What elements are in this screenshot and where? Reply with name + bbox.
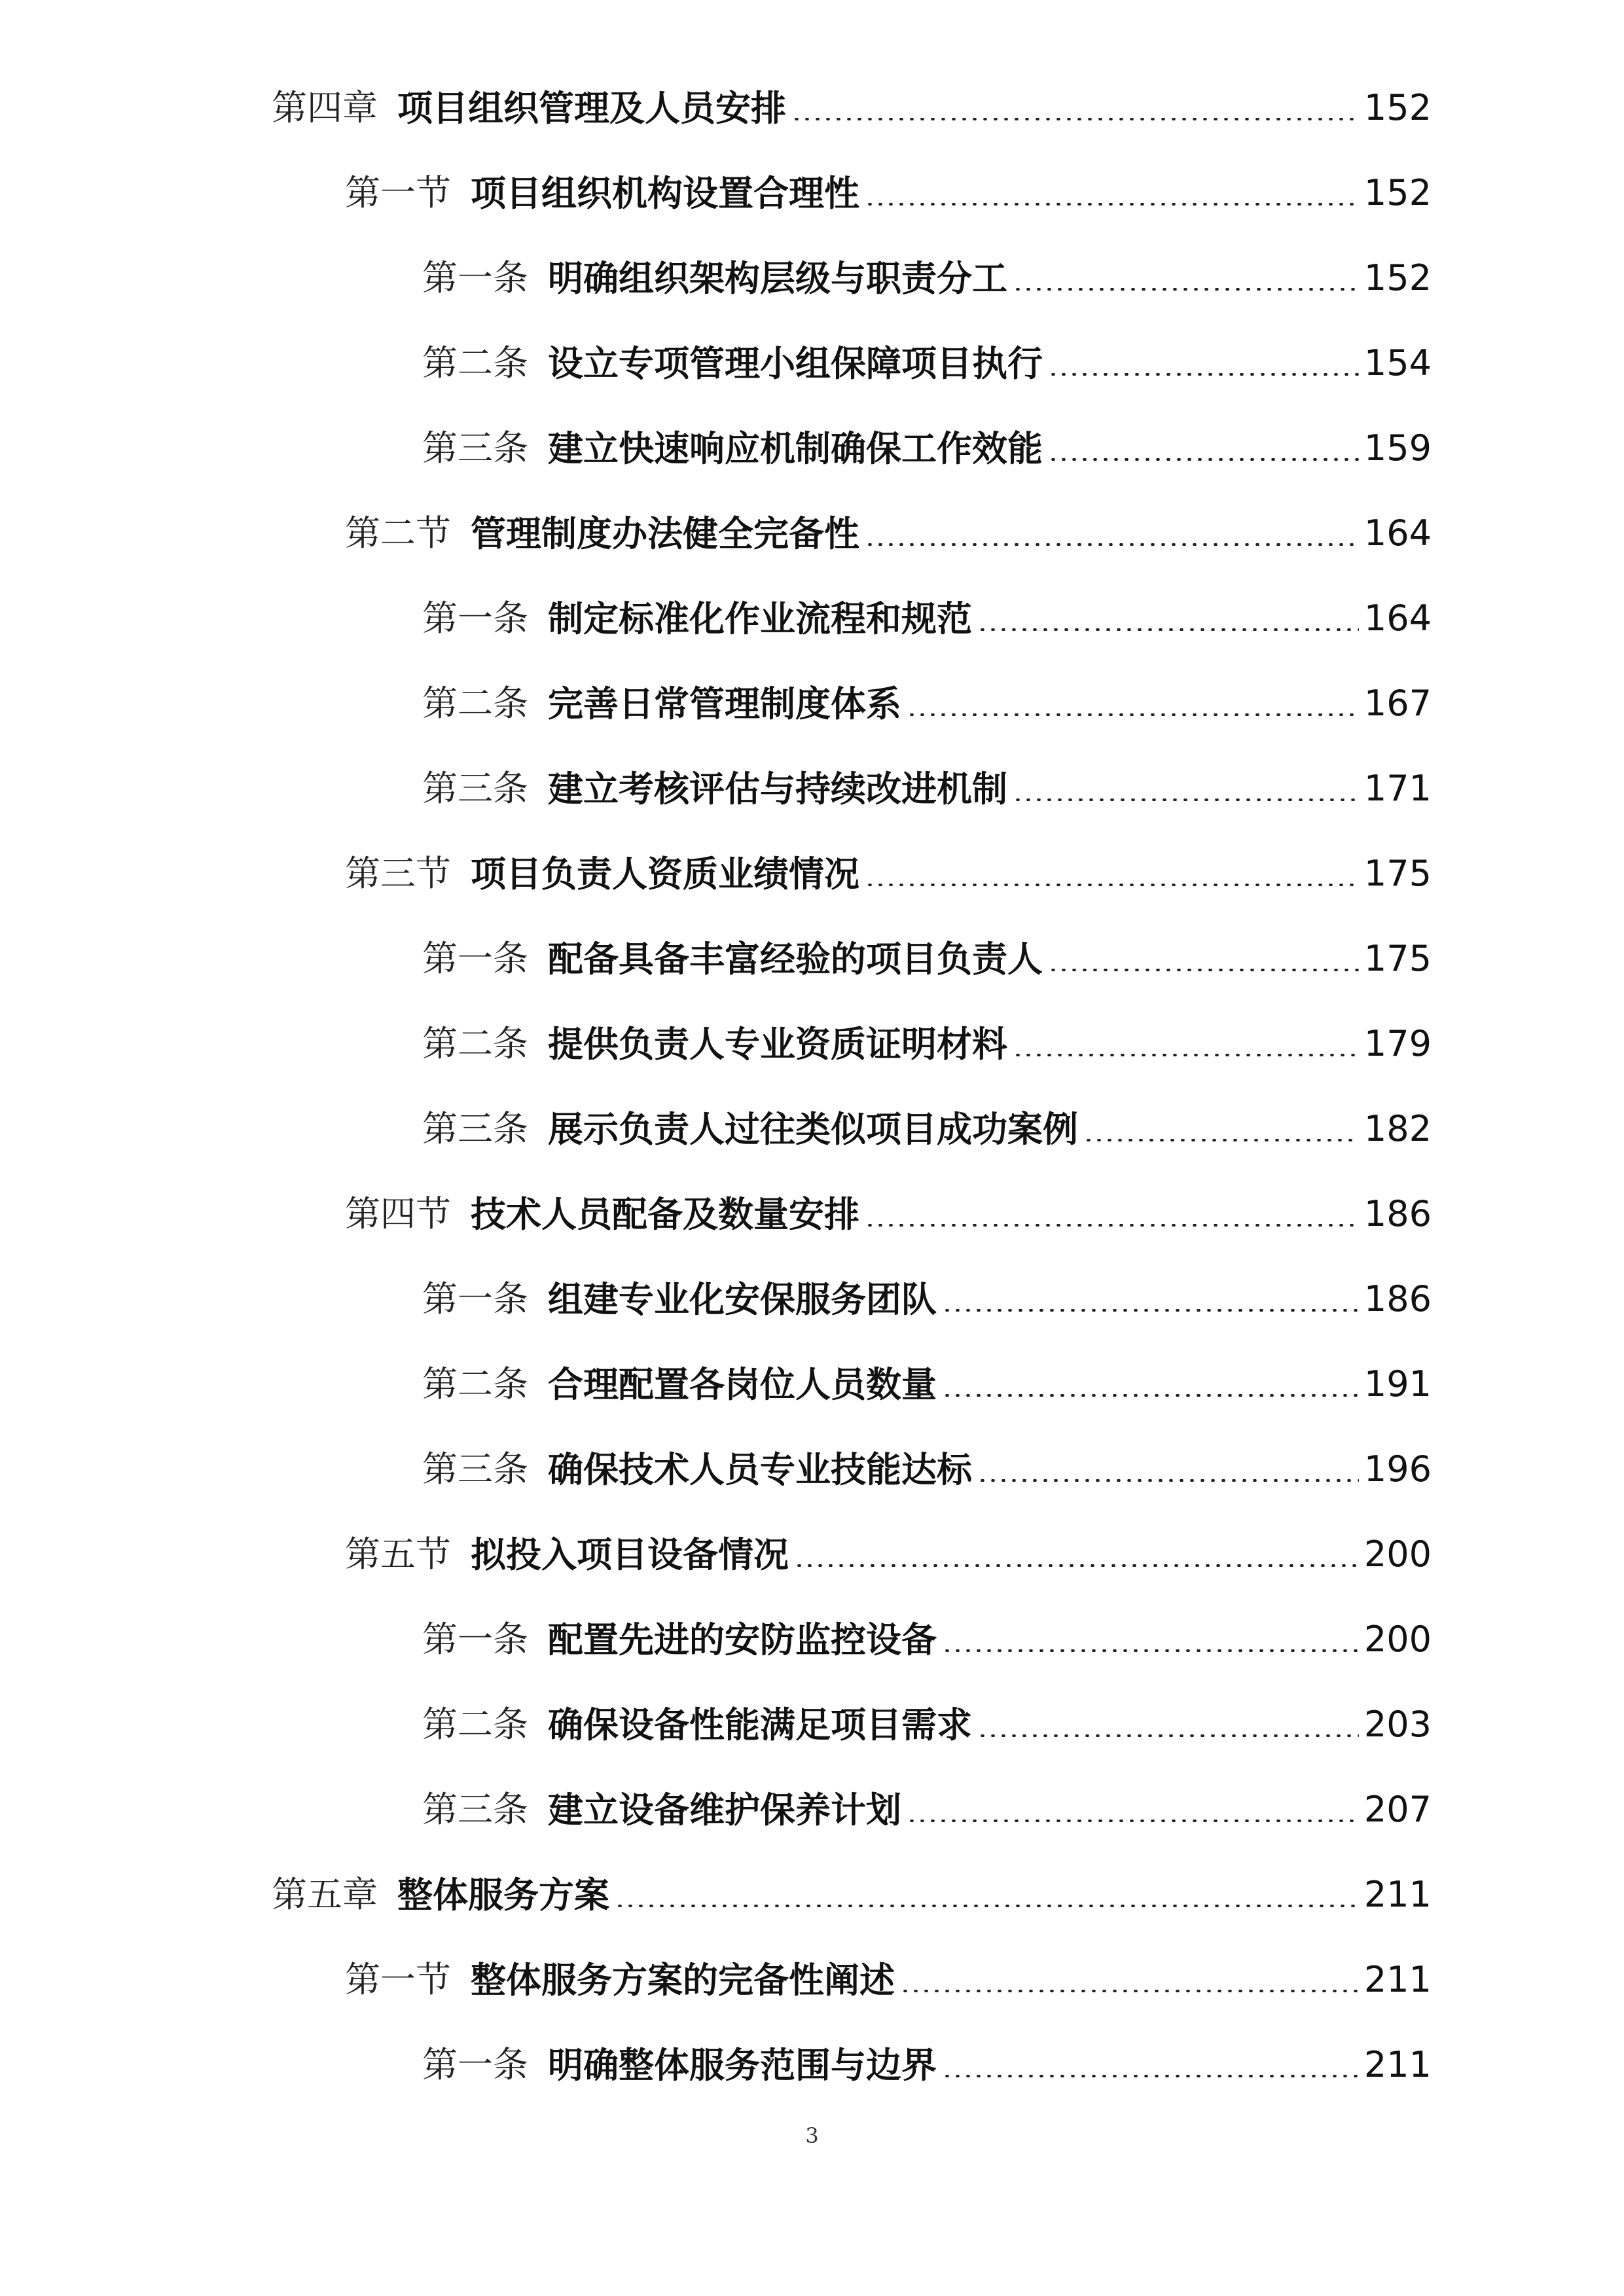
toc-entry-page-number: 164 bbox=[1363, 512, 1432, 554]
toc-dot-leader bbox=[1083, 1139, 1359, 1141]
toc-entry-label: 第一节 bbox=[345, 172, 451, 213]
toc-entry-title: 项目组织机构设置合理性 bbox=[471, 172, 859, 214]
toc-entry-label: 第五章 bbox=[272, 1874, 378, 1915]
toc-dot-leader bbox=[865, 543, 1359, 546]
toc-entry-label: 第四节 bbox=[345, 1193, 451, 1234]
toc-entry-page-number: 171 bbox=[1363, 768, 1432, 809]
toc-entry-title: 组建专业化安保服务团队 bbox=[548, 1278, 937, 1320]
toc-entry-chapter[interactable] bbox=[272, 79, 1432, 137]
toc-dot-leader bbox=[1048, 373, 1359, 376]
toc-entry-page-number: 211 bbox=[1363, 1874, 1432, 1915]
toc-entry-label: 第二条 bbox=[422, 342, 528, 384]
toc-entry-title: 制定标准化作业流程和规范 bbox=[548, 598, 972, 639]
toc-entry-article[interactable] bbox=[422, 249, 1432, 308]
toc-entry-label: 第一条 bbox=[422, 1278, 528, 1319]
toc-entry-article[interactable] bbox=[422, 589, 1432, 648]
toc-entry-page-number: 196 bbox=[1363, 1448, 1432, 1490]
toc-dot-leader bbox=[1048, 458, 1359, 461]
toc-entry-label: 第一条 bbox=[422, 1619, 528, 1660]
toc-dot-leader bbox=[942, 1394, 1359, 1397]
toc-dot-leader bbox=[794, 1564, 1359, 1567]
toc-entry-title: 设立专项管理小组保障项目执行 bbox=[548, 342, 1043, 384]
toc-entry-page-number: 200 bbox=[1363, 1534, 1432, 1575]
toc-entry-page-number: 164 bbox=[1363, 598, 1432, 639]
toc-entry-title: 管理制度办法健全完备性 bbox=[471, 512, 859, 554]
toc-entry-label: 第四章 bbox=[272, 87, 378, 128]
toc-dot-leader bbox=[1013, 798, 1359, 801]
toc-entry-article[interactable] bbox=[422, 334, 1432, 393]
toc-dot-leader bbox=[615, 1905, 1359, 1907]
toc-entry-page-number: 211 bbox=[1363, 1959, 1432, 2000]
toc-entry-page-number: 152 bbox=[1363, 87, 1432, 128]
toc-entry-label: 第三条 bbox=[422, 427, 528, 469]
toc-dot-leader bbox=[865, 884, 1359, 886]
toc-entry-title: 整体服务方案 bbox=[397, 1874, 609, 1916]
toc-entry-label: 第一条 bbox=[422, 938, 528, 979]
toc-dot-leader bbox=[907, 1820, 1359, 1822]
toc-dot-leader bbox=[865, 203, 1359, 206]
toc-dot-leader bbox=[865, 1224, 1359, 1227]
toc-entry-title: 合理配置各岗位人员数量 bbox=[548, 1363, 937, 1405]
toc-entry-title: 展示负责人过往类似项目成功案例 bbox=[548, 1108, 1078, 1150]
toc-entry-page-number: 179 bbox=[1363, 1023, 1432, 1064]
toc-entry-article[interactable] bbox=[422, 1270, 1432, 1329]
toc-entry-section[interactable] bbox=[345, 164, 1432, 223]
toc-entry-title: 配置先进的安防监控设备 bbox=[548, 1619, 937, 1660]
toc-entry-label: 第二节 bbox=[345, 512, 451, 554]
toc-entry-page-number: 191 bbox=[1363, 1363, 1432, 1405]
toc-entry-article[interactable] bbox=[422, 929, 1432, 988]
toc-entry-label: 第三条 bbox=[422, 768, 528, 809]
toc-dot-leader bbox=[1013, 288, 1359, 291]
toc-entry-section[interactable] bbox=[345, 844, 1432, 903]
toc-entry-label: 第三条 bbox=[422, 1789, 528, 1830]
toc-entry-chapter[interactable] bbox=[272, 1865, 1432, 1924]
toc-dot-leader bbox=[791, 118, 1359, 120]
toc-entry-section[interactable] bbox=[345, 1950, 1432, 2009]
toc-entry-page-number: 175 bbox=[1363, 853, 1432, 894]
toc-entry-article[interactable] bbox=[422, 419, 1432, 478]
toc-entry-page-number: 182 bbox=[1363, 1108, 1432, 1149]
toc-entry-label: 第三条 bbox=[422, 1108, 528, 1149]
toc-entry-label: 第一条 bbox=[422, 598, 528, 639]
toc-entry-article[interactable] bbox=[422, 2036, 1432, 2094]
toc-entry-article[interactable] bbox=[422, 1780, 1432, 1839]
toc-entry-page-number: 186 bbox=[1363, 1193, 1432, 1234]
toc-entry-title: 提供负责人专业资质证明材料 bbox=[548, 1023, 1007, 1065]
toc-entry-title: 技术人员配备及数量安排 bbox=[471, 1193, 859, 1235]
toc-entry-article[interactable] bbox=[422, 1100, 1432, 1158]
toc-entry-page-number: 186 bbox=[1363, 1278, 1432, 1319]
toc-dot-leader bbox=[942, 1309, 1359, 1312]
toc-entry-title: 整体服务方案的完备性阐述 bbox=[471, 1959, 895, 2001]
toc-entry-label: 第二条 bbox=[422, 1363, 528, 1405]
toc-entry-section[interactable] bbox=[345, 504, 1432, 563]
toc-entry-title: 明确整体服务范围与边界 bbox=[548, 2044, 937, 2086]
toc-entry-page-number: 175 bbox=[1363, 938, 1432, 979]
toc-entry-label: 第一条 bbox=[422, 2044, 528, 2085]
toc-entry-title: 建立设备维护保养计划 bbox=[548, 1789, 901, 1831]
toc-entry-label: 第二条 bbox=[422, 683, 528, 724]
toc-entry-label: 第一节 bbox=[345, 1959, 451, 2000]
toc-entry-page-number: 203 bbox=[1363, 1704, 1432, 1745]
toc-dot-leader bbox=[942, 2075, 1359, 2077]
toc-entry-label: 第二条 bbox=[422, 1704, 528, 1745]
toc-dot-leader bbox=[977, 1734, 1359, 1737]
toc-entry-article[interactable] bbox=[422, 674, 1432, 733]
toc-entry-page-number: 211 bbox=[1363, 2044, 1432, 2085]
toc-entry-page-number: 154 bbox=[1363, 342, 1432, 384]
toc-entry-title: 项目负责人资质业绩情况 bbox=[471, 853, 859, 895]
toc-entry-title: 确保设备性能满足项目需求 bbox=[548, 1704, 972, 1746]
toc-dot-leader bbox=[977, 1479, 1359, 1482]
toc-dot-leader bbox=[1048, 969, 1359, 971]
toc-entry-title: 项目组织管理及人员安排 bbox=[397, 87, 786, 129]
toc-entry-title: 完善日常管理制度体系 bbox=[548, 683, 901, 725]
toc-entry-article[interactable] bbox=[422, 759, 1432, 818]
toc-entry-page-number: 159 bbox=[1363, 427, 1432, 469]
toc-entry-article[interactable] bbox=[422, 1355, 1432, 1414]
toc-entry-label: 第一条 bbox=[422, 257, 528, 298]
toc-entry-label: 第三节 bbox=[345, 853, 451, 894]
toc-entry-article[interactable] bbox=[422, 1014, 1432, 1073]
toc-entry-label: 第五节 bbox=[345, 1534, 451, 1575]
toc-entry-title: 拟投入项目设备情况 bbox=[471, 1534, 789, 1575]
toc-entry-section[interactable] bbox=[345, 1185, 1432, 1244]
toc-entry-page-number: 200 bbox=[1363, 1619, 1432, 1660]
toc-entry-article[interactable] bbox=[422, 1695, 1432, 1754]
toc-dot-leader bbox=[1013, 1054, 1359, 1056]
toc-dot-leader bbox=[977, 628, 1359, 631]
toc-entry-page-number: 207 bbox=[1363, 1789, 1432, 1830]
toc-entry-section[interactable] bbox=[345, 1525, 1432, 1584]
toc-dot-leader bbox=[900, 1990, 1359, 1992]
toc-entry-title: 建立快速响应机制确保工作效能 bbox=[548, 427, 1043, 469]
toc-dot-leader bbox=[942, 1649, 1359, 1652]
toc-entry-page-number: 152 bbox=[1363, 257, 1432, 298]
toc-entry-title: 明确组织架构层级与职责分工 bbox=[548, 257, 1007, 299]
toc-entry-page-number: 167 bbox=[1363, 683, 1432, 724]
toc-entry-article[interactable] bbox=[422, 1440, 1432, 1499]
toc-entry-page-number: 152 bbox=[1363, 172, 1432, 213]
page-number: 3 bbox=[805, 2123, 819, 2148]
toc-entry-title: 建立考核评估与持续改进机制 bbox=[548, 768, 1007, 810]
toc-entry-article[interactable] bbox=[422, 1610, 1432, 1669]
toc-entry-label: 第二条 bbox=[422, 1023, 528, 1064]
toc-entry-title: 配备具备丰富经验的项目负责人 bbox=[548, 938, 1043, 980]
toc-entry-label: 第三条 bbox=[422, 1448, 528, 1490]
toc-dot-leader bbox=[907, 713, 1359, 716]
toc-entry-title: 确保技术人员专业技能达标 bbox=[548, 1448, 972, 1490]
